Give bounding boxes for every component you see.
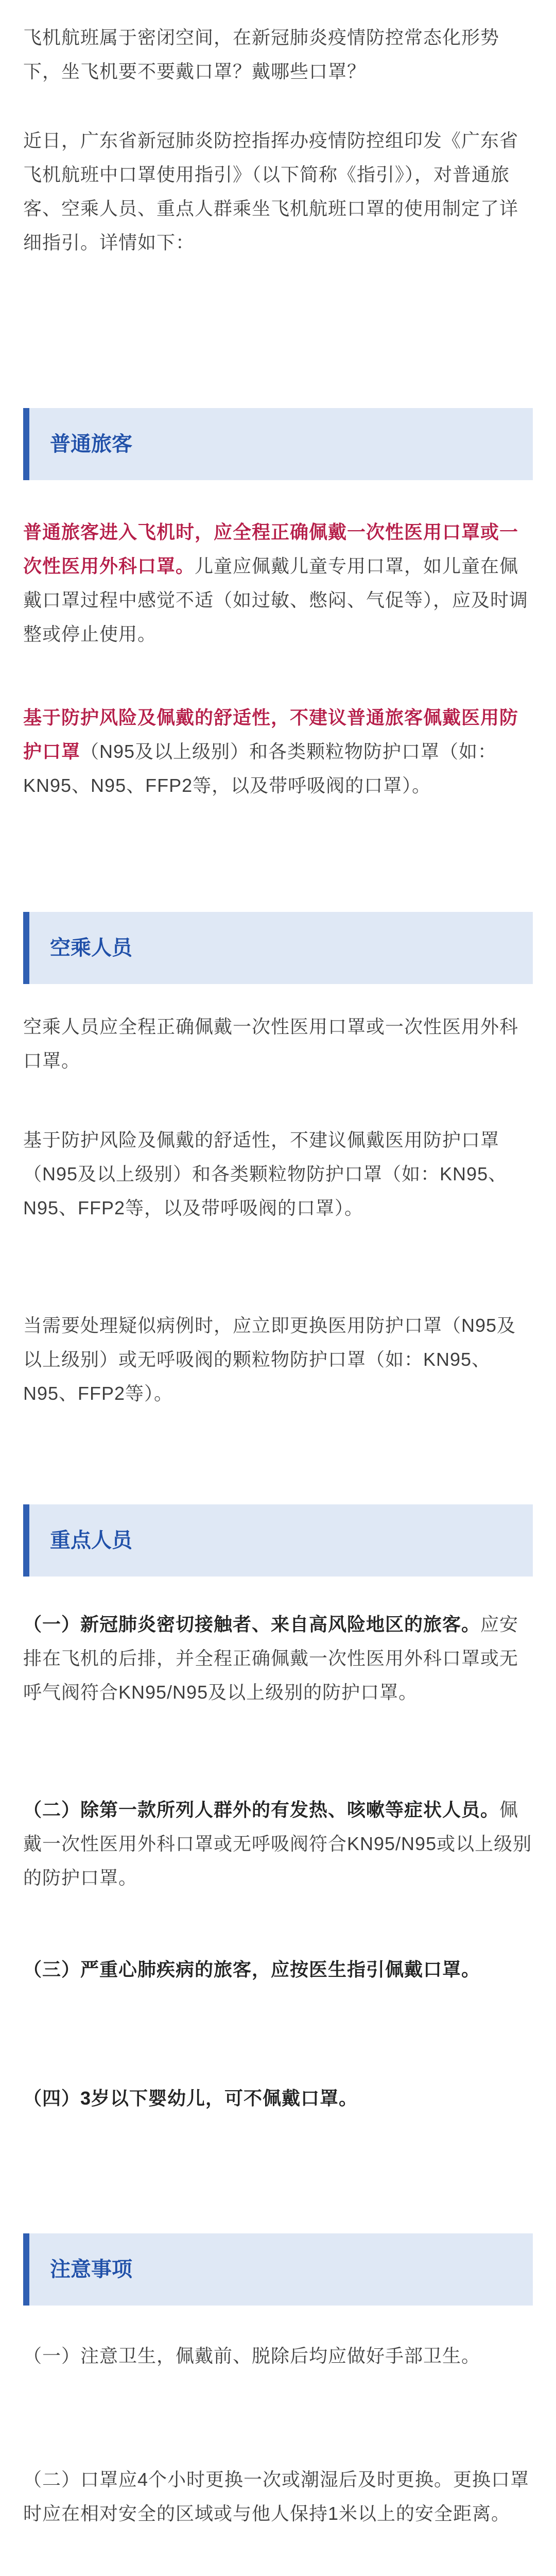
section-title: 重点人员 — [50, 1529, 132, 1552]
key-persons-item-2 — [23, 1793, 533, 1895]
section-header-ordinary-passengers — [23, 408, 533, 480]
body-text: 当需要处理疑似病例时，应立即更换医用防护口罩（N95及以上级别）或无呼吸阀的颗粒物防护口罩（如：KN95、N95、FFP2等）。 — [23, 1315, 516, 1404]
body-text: （N95及以上级别）和各类颗粒物防护口罩（如：KN95、N95、FFP2等，以及带呼吸阀的口罩）。 — [23, 741, 497, 796]
item-heading: （一）新冠肺炎密切接触者、来自高风险地区的旅客。 — [23, 1614, 481, 1635]
key-persons-item-3 — [23, 1953, 533, 1987]
body-text: （二）口罩应4个小时更换一次或潮湿后及时更换。更换口罩时应在相对安全的区域或与他人保持1米以上的安全距离。 — [23, 2469, 530, 2524]
key-persons-item-4 — [23, 2081, 533, 2115]
intro-block-2 — [23, 124, 533, 260]
section-header-key-persons — [23, 1504, 533, 1577]
intro-paragraph-1: 飞机航班属于密闭空间，在新冠肺炎疫情防控常态化形势下，坐飞机要不要戴口罩？戴哪些口罩？ — [23, 27, 500, 82]
body-text: 佩戴一次性医用外科口罩或无呼吸阀符合KN95/N95或以上级别的防护口罩。 — [23, 1799, 532, 1888]
highlight-text: 普通旅客进入飞机时，应全程正确佩戴一次性医用口罩或一次性医用外科口罩。 — [23, 521, 519, 577]
notes-item-1 — [23, 2339, 533, 2373]
section-1-paragraph-1 — [23, 515, 533, 651]
body-text: （一）注意卫生，佩戴前、脱除后均应做好手部卫生。 — [23, 2345, 481, 2366]
section-title: 注意事项 — [50, 2258, 132, 2281]
section-1-paragraph-2 — [23, 701, 533, 803]
section-2-paragraph-2 — [23, 1123, 533, 1225]
section-header-cabin-crew — [23, 912, 533, 984]
intro-block — [23, 21, 533, 89]
section-title: 普通旅客 — [50, 433, 132, 455]
section-title: 空乘人员 — [50, 937, 132, 959]
notes-item-2 — [23, 2463, 533, 2531]
section-2-paragraph-1 — [23, 1010, 533, 1078]
intro-paragraph-2: 近日，广东省新冠肺炎防控指挥办疫情防控组印发《广东省飞机航班中口罩使用指引》（以下简称《指引》），对普通旅客、空乘人员、重点人群乘坐飞机航班口罩的使用制定了详细指引。详情如下： — [23, 130, 519, 253]
body-text: 空乘人员应全程正确佩戴一次性医用口罩或一次性医用外科口罩。 — [23, 1016, 519, 1071]
section-header-notes — [23, 2233, 533, 2306]
item-heading: （二）除第一款所列人群外的有发热、咳嗽等症状人员。 — [23, 1799, 500, 1820]
body-text: 应安排在飞机的后排，并全程正确佩戴一次性医用外科口罩或无呼气阀符合KN95/N95及以上级别的防护口罩。 — [23, 1614, 519, 1703]
item-heading: （三）严重心肺疾病的旅客，应按医生指引佩戴口罩。 — [23, 1959, 481, 1980]
item-heading: （四）3岁以下婴幼儿，可不佩戴口罩。 — [23, 2088, 358, 2109]
key-persons-item-1 — [23, 1607, 533, 1709]
body-text: 儿童应佩戴儿童专用口罩，如儿童在佩戴口罩过程中感觉不适（如过敏、憋闷、气促等），应及时调整或停止使用。 — [23, 555, 529, 645]
body-text: 基于防护风险及佩戴的舒适性，不建议佩戴医用防护口罩（N95及以上级别）和各类颗粒物防护口罩（如：KN95、N95、FFP2等，以及带呼吸阀的口罩）。 — [23, 1129, 508, 1218]
section-2-paragraph-3 — [23, 1309, 533, 1411]
highlight-text: 基于防护风险及佩戴的舒适性，不建议普通旅客佩戴医用防护口罩 — [23, 707, 519, 762]
